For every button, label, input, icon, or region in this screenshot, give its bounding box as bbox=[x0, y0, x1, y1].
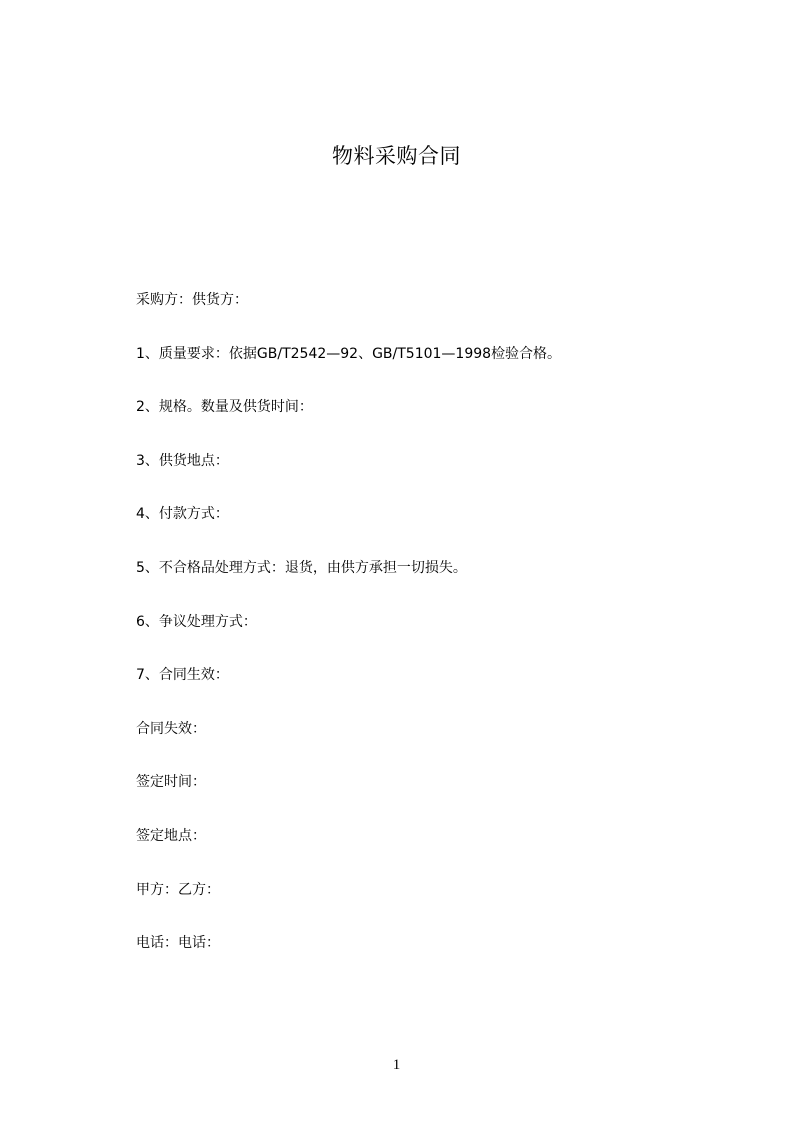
signing-location-line: 签定地点： bbox=[136, 827, 206, 844]
signing-date-line: 签定时间： bbox=[136, 774, 206, 791]
clause-delivery-location: 3、供货地点： bbox=[136, 452, 229, 469]
party-signature-line: 甲方：乙方： bbox=[136, 881, 220, 898]
clause-spec-quantity-time: 2、规格。数量及供货时间： bbox=[136, 399, 313, 416]
contract-expiry-line: 合同失效： bbox=[136, 720, 206, 737]
clause-dispute-resolution: 6、争议处理方式： bbox=[136, 613, 257, 630]
contract-body bbox=[136, 290, 736, 987]
clause-payment-method: 4、付款方式： bbox=[136, 506, 229, 523]
clause-nonconforming-handling: 5、不合格品处理方式：退货，由供方承担一切损失。 bbox=[136, 559, 467, 576]
clause-contract-effective: 7、合同生效： bbox=[136, 667, 229, 684]
parties-line: 采购方：供货方： bbox=[136, 292, 248, 308]
clause-quality: 1、质量要求：依据GB/T2542—92、GB/T5101—1998检验合格。 bbox=[136, 345, 562, 362]
phone-line: 电话：电话： bbox=[136, 935, 220, 952]
document-title: 物料采购合同 bbox=[332, 144, 461, 168]
page-number: 1 bbox=[392, 1057, 401, 1073]
